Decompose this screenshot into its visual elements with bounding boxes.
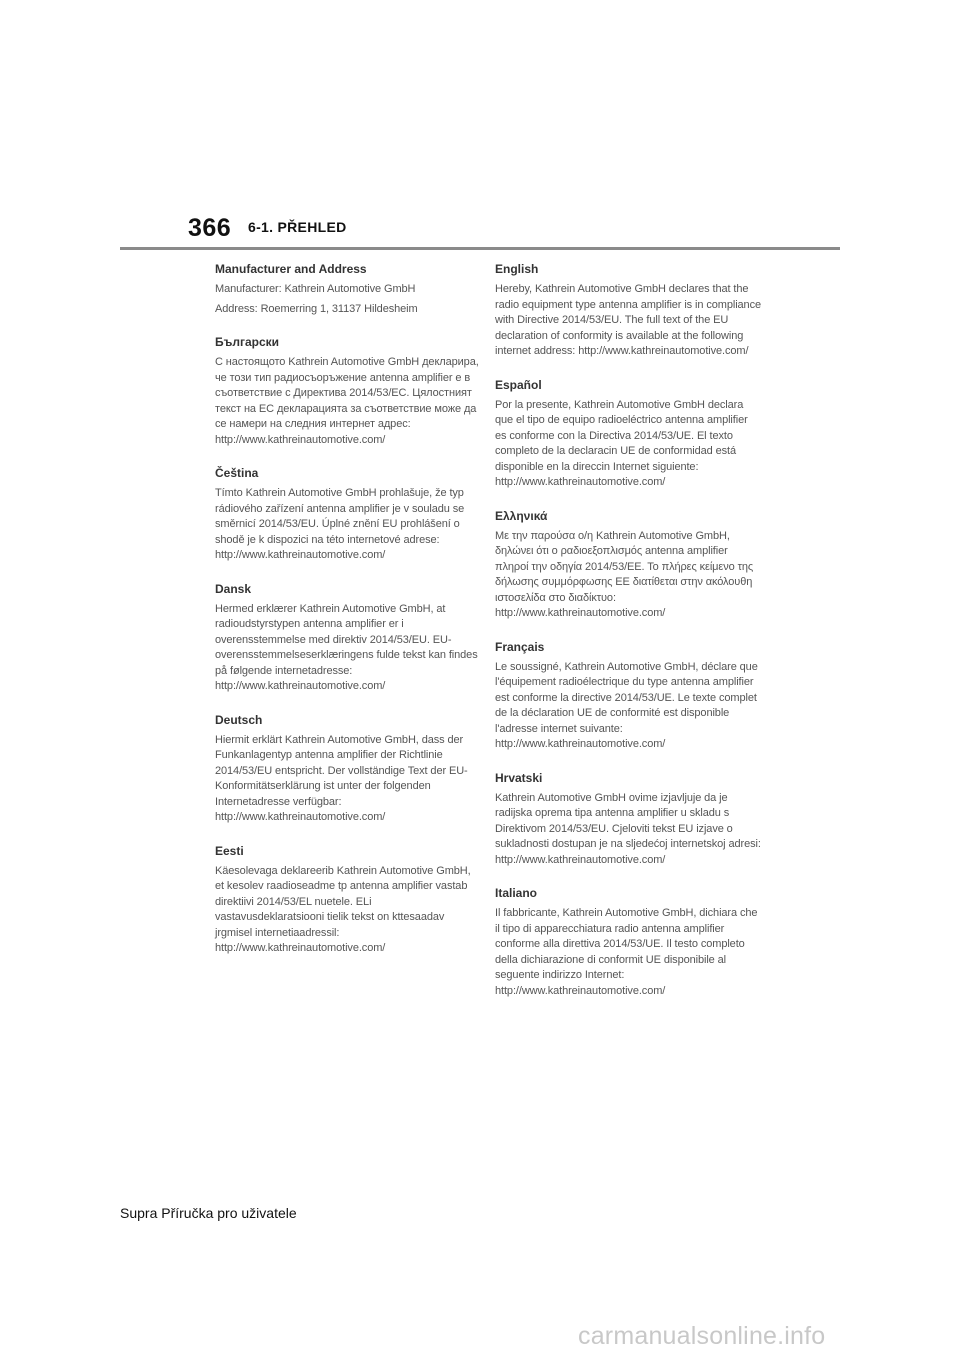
- section-heading: Čeština: [215, 466, 259, 480]
- section-text: Hereby, Kathrein Automotive GmbH declares that the radio equipment type antenna amplifier is in compliance with Directive 2014/53/EU. The full text of the EU declaration of conformity is available at the following internet address: http://www.kathreinautomotive.com/: [495, 283, 761, 357]
- page-header: [120, 0, 840, 250]
- section-heading: Eesti: [215, 843, 244, 858]
- section-heading: Български: [215, 335, 280, 349]
- section-text: Hiermit erklärt Kathrein Automotive GmbH, dass der Funkanlagentyp antenna amplifier der Richtlinie 2014/53/EU entspricht. Der vollständige Text der EU-Konformitätserklärung ist unter der folgenden Internetadresse verfügbar: http://www.kathreinautomotive.com/: [215, 733, 468, 823]
- section-text: Kathrein Automotive GmbH ovime izjavljuje da je radijska oprema tipa antenna amplifier u skladu s Direktivom 2014/53/EU. Cjeloviti tekst EU izjave o sukladnosti dostupan je na sljedećoj internetskoj adresi: http://www.kathreinautomotive.com/: [495, 791, 761, 866]
- section-danish: [215, 581, 481, 695]
- section-czech: [215, 465, 481, 564]
- section-title: 6-1. PŘEHLED: [248, 219, 347, 235]
- section-text: Il fabbricante, Kathrein Automotive GmbH, dichiara che il tipo di apparecchiatura radio antenna amplifier conforme alla direttiva 2014/53/UE. Il testo completo della dichiarazione di conformit UE disponibile al seguente indirizzo Internet: http://www.kathreinautomotive.com/: [495, 907, 758, 997]
- right-column: [495, 261, 761, 1016]
- section-estonian: [215, 843, 481, 957]
- section-german: [215, 712, 481, 826]
- section-italian: [495, 885, 761, 999]
- section-heading: Italiano: [495, 886, 538, 900]
- section-text: Με την παρούσα ο/η Kathrein Automotive GmbH, δηλώνει ότι ο ραδιοεξοπλισμός antenna amplifier πληροί την οδηγία 2014/53/ΕΕ. Το πλήρες κείμενο της δήλωσης συμμόρφωσης ΕΕ διατίθεται στην ακόλουθη ιστοσελίδα στο διαδίκτυο: http://www.kathreinautomotive.com/: [495, 529, 754, 619]
- section-text: Hermed erklærer Kathrein Automotive GmbH, at radioudstyrstypen antenna amplifier er i overensstemmelse med direktiv 2014/53/EU. EU-overensstemmelseserklæringens fulde tekst kan findes på følgende internetadresse: http://www.kathreinautomotive.com/: [215, 602, 478, 692]
- section-greek: [495, 508, 761, 622]
- section-text: Le soussigné, Kathrein Automotive GmbH, déclare que l'équipement radioélectrique du type antenna amplifier est conforme la directive 2014/53/UE. Le texte complet de la déclaration UE de conformité est disponible l'adresse internet suivante: http://www.kathreinautomotive.com/: [495, 660, 758, 750]
- site-watermark: carmanualsonline.info: [578, 1322, 826, 1350]
- section-heading: Deutsch: [215, 712, 263, 727]
- section-heading: Hrvatski: [495, 770, 543, 785]
- section-heading: Dansk: [215, 581, 252, 596]
- manufacturer-line: Manufacturer: Kathrein Automotive GmbH: [215, 283, 416, 295]
- section-heading: Manufacturer and Address: [215, 262, 367, 276]
- section-heading: Ελληνικά: [495, 508, 548, 523]
- section-text: Por la presente, Kathrein Automotive GmbH declara que el tipo de equipo radioeléctrico antenna amplifier es conforme con la Directiva 2014/53/UE. El texto completo de la declaracin UE de conformidad está disponible en la direccin Internet siguiente: http://www.kathreinautomotive.com/: [495, 398, 748, 488]
- manual-title-footer: Supra Příručka pro uživatele: [120, 1205, 297, 1221]
- page-number: 366: [188, 214, 232, 242]
- section-bulgarian: [215, 334, 481, 448]
- left-column: [215, 261, 481, 974]
- section-text: Tímto Kathrein Automotive GmbH prohlašuje, že typ rádiového zařízení antenna amplifier je v souladu se směrnicí 2014/53/EU. Úplné znění EU prohlášení o shodě je k dispozici na této internetové adrese: http://www.kathreinautomotive.com/: [215, 487, 465, 561]
- section-manufacturer: [215, 261, 481, 317]
- section-text: С настоящото Kathrein Automotive GmbH декларира, че този тип радиосъоръжение antenna amplifier е в съответствие с Директива 2014/53/ЕС. Цялостният текст на ЕС декларацията за съответствие може да се намери на следния интернет адрес: http://www.kathreinautomotive.com/: [215, 356, 479, 446]
- section-heading: Français: [495, 639, 545, 654]
- section-heading: Español: [495, 377, 542, 392]
- section-heading: English: [495, 262, 539, 276]
- section-english: [495, 261, 761, 360]
- section-spanish: [495, 377, 761, 491]
- section-text: Käesolevaga deklareerib Kathrein Automotive GmbH, et kesolev raadioseadme tp antenna amplifier vastab direktiivi 2014/53/EL nuetele. ELi vastavusdeklaratsiooni tielik tekst on kttesaadav jrgmisel internetiaadressil: http://www.kathreinautomotive.com/: [215, 864, 471, 954]
- address-line: Address: Roemerring 1, 31137 Hildesheim: [215, 302, 418, 315]
- section-croatian: [495, 770, 761, 869]
- section-french: [495, 639, 761, 753]
